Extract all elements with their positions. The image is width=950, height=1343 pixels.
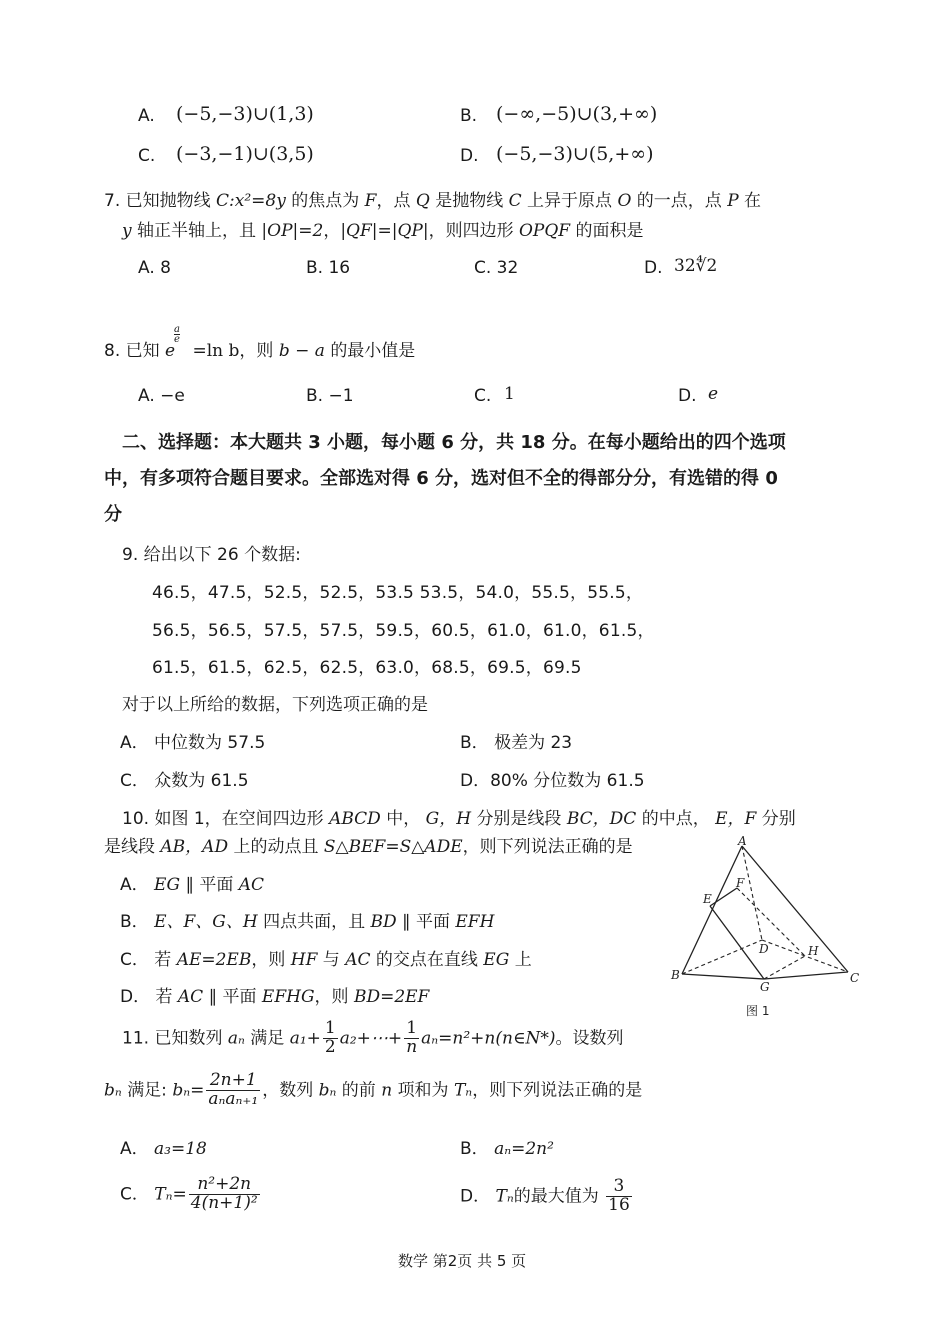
q6-option-c-label: C. xyxy=(138,146,156,166)
section2-header-line-1: 二、选择题：本大题共 3 小题，每小题 6 分，共 18 分。在每小题给出的四个选项 xyxy=(122,432,786,453)
figure-1-tetrahedron xyxy=(668,836,868,1026)
q7-line-1: 7. 已知抛物线 C:x²=8y 的焦点为 F，点 Q 是抛物线 C 上异于原点 O 的一点，点 P 在 xyxy=(104,191,762,211)
q9-data-row-2: 56.5，56.5，57.5，57.5，59.5，60.5，61.0，61.0，61.5， xyxy=(152,621,655,641)
q11-option-a: A． a₃=18 xyxy=(120,1139,207,1159)
q9-data-row-1: 46.5，47.5，52.5，52.5，53.5 53.5，54.0，55.5，55.5， xyxy=(152,583,644,603)
q11-option-d: D． Tₙ的最大值为 $\frac{3}{16}$ xyxy=(460,1176,630,1215)
q8-option-c-label: C. xyxy=(474,386,492,406)
q11-line-1: 11. 已知数列 aₙ 满足 a₁+ $\frac{1}{2}$ a₂+⋯+ $\frac{1}{n}$ aₙ=n²+n(n∈N*)。设数列 xyxy=(122,1018,624,1057)
q10-option-a: A． EG ∥ 平面 AC xyxy=(120,875,265,895)
edge-gc xyxy=(764,972,848,979)
label-e: E xyxy=(703,892,712,906)
q8-stem: 8. 已知 e a e =ln b，则 b − a 的最小值是 xyxy=(104,324,416,361)
q6-option-d-label: D. xyxy=(460,146,479,166)
edge-ab xyxy=(682,846,742,974)
q6-option-c-value: (−3,−1)∪(3,5) xyxy=(176,143,314,165)
q6-option-a-value: (−5,−3)∪(1,3) xyxy=(176,103,314,125)
q9-option-a: A． 中位数为 57.5 xyxy=(120,733,266,753)
q10-option-b: B． E、F、G、H 四点共面，且 BD ∥ 平面 EFH xyxy=(120,912,495,932)
label-g: G xyxy=(760,980,770,994)
section2-header-line-3: 分 xyxy=(104,504,122,525)
q11-option-c: C． Tₙ= $\frac{\text{n²+2n}}{\text{4(n+1)²}}$ xyxy=(120,1174,258,1213)
q9-prompt: 对于以上所给的数据，下列选项正确的是 xyxy=(122,695,428,715)
edge-bg xyxy=(682,974,764,979)
q8-option-d-label: D. xyxy=(678,386,697,406)
q9-intro: 9. 给出以下 26 个数据: xyxy=(122,545,301,565)
q8-option-d-value: e xyxy=(708,384,719,404)
q9-option-b: B． 极差为 23 xyxy=(460,733,573,753)
q6-option-d-value: (−5,−3)∪(5,+∞) xyxy=(496,143,654,165)
q7-option-b: B. 16 xyxy=(306,258,351,278)
q10-line-1: 10. 如图 1，在空间四边形 ABCD 中， G，H 分别是线段 BC，DC 的中点， E，F 分别 xyxy=(122,809,796,829)
label-f: F xyxy=(736,876,745,890)
q9-data-row-3: 61.5，61.5，62.5，62.5，63.0，68.5，69.5，69.5 xyxy=(152,658,582,678)
q7-option-c: C. 32 xyxy=(474,258,519,278)
q11-option-b: B． aₙ=2n² xyxy=(460,1139,554,1159)
q7-option-d-value: 32∜2 xyxy=(674,256,718,276)
edge-bd xyxy=(682,940,762,974)
q10-option-c: C． 若 AE=2EB，则 HF 与 AC 的交点在直线 EG 上 xyxy=(120,950,532,970)
q7-option-a: A. 8 xyxy=(138,258,171,278)
q6-option-a-label: A. xyxy=(138,106,155,126)
q9-option-c: C． 众数为 61.5 xyxy=(120,771,249,791)
label-a: A xyxy=(738,836,747,848)
q11-line-2: bₙ 满足: bₙ= $\frac{2n+1}{\text{aₙaₙ₊₁}}$ ，数列 bₙ 的前 n 项和为 Tₙ，则下列说法正确的是 xyxy=(104,1070,643,1109)
q7-line-2: y 轴正半轴上，且 |OP|=2，|QF|=|QP|，则四边形 OPQF 的面积是 xyxy=(122,221,644,241)
q10-option-d: D． 若 AC ∥ 平面 EFHG，则 BD=2EF xyxy=(120,987,430,1007)
q8-option-a: A. −e xyxy=(138,386,185,406)
label-d: D xyxy=(759,942,769,956)
q6-option-b-value: (−∞,−5)∪(3,+∞) xyxy=(496,103,658,125)
q9-option-d: D．80% 分位数为 61.5 xyxy=(460,771,645,791)
label-b: B xyxy=(671,968,680,982)
label-c: C xyxy=(850,971,860,985)
q10-line-2: 是线段 AB，AD 上的动点且 S△BEF=S△ADE，则下列说法正确的是 xyxy=(104,837,633,857)
label-h: H xyxy=(808,944,819,958)
edge-ad xyxy=(742,846,762,940)
q6-option-b-label: B. xyxy=(460,106,478,126)
q8-option-c-value: 1 xyxy=(504,384,515,404)
figure-caption: 图 1 xyxy=(746,1004,770,1018)
q8-option-b: B. −1 xyxy=(306,386,354,406)
section2-header-line-2: 中，有多项符合题目要求。全部选对得 6 分，选对但不全的得部分分，有选错的得 0 xyxy=(104,468,778,489)
edge-ef xyxy=(710,888,737,906)
q7-option-d-label: D. xyxy=(644,258,663,278)
page-footer: 数学 第2页 共 5 页 xyxy=(398,1252,527,1270)
